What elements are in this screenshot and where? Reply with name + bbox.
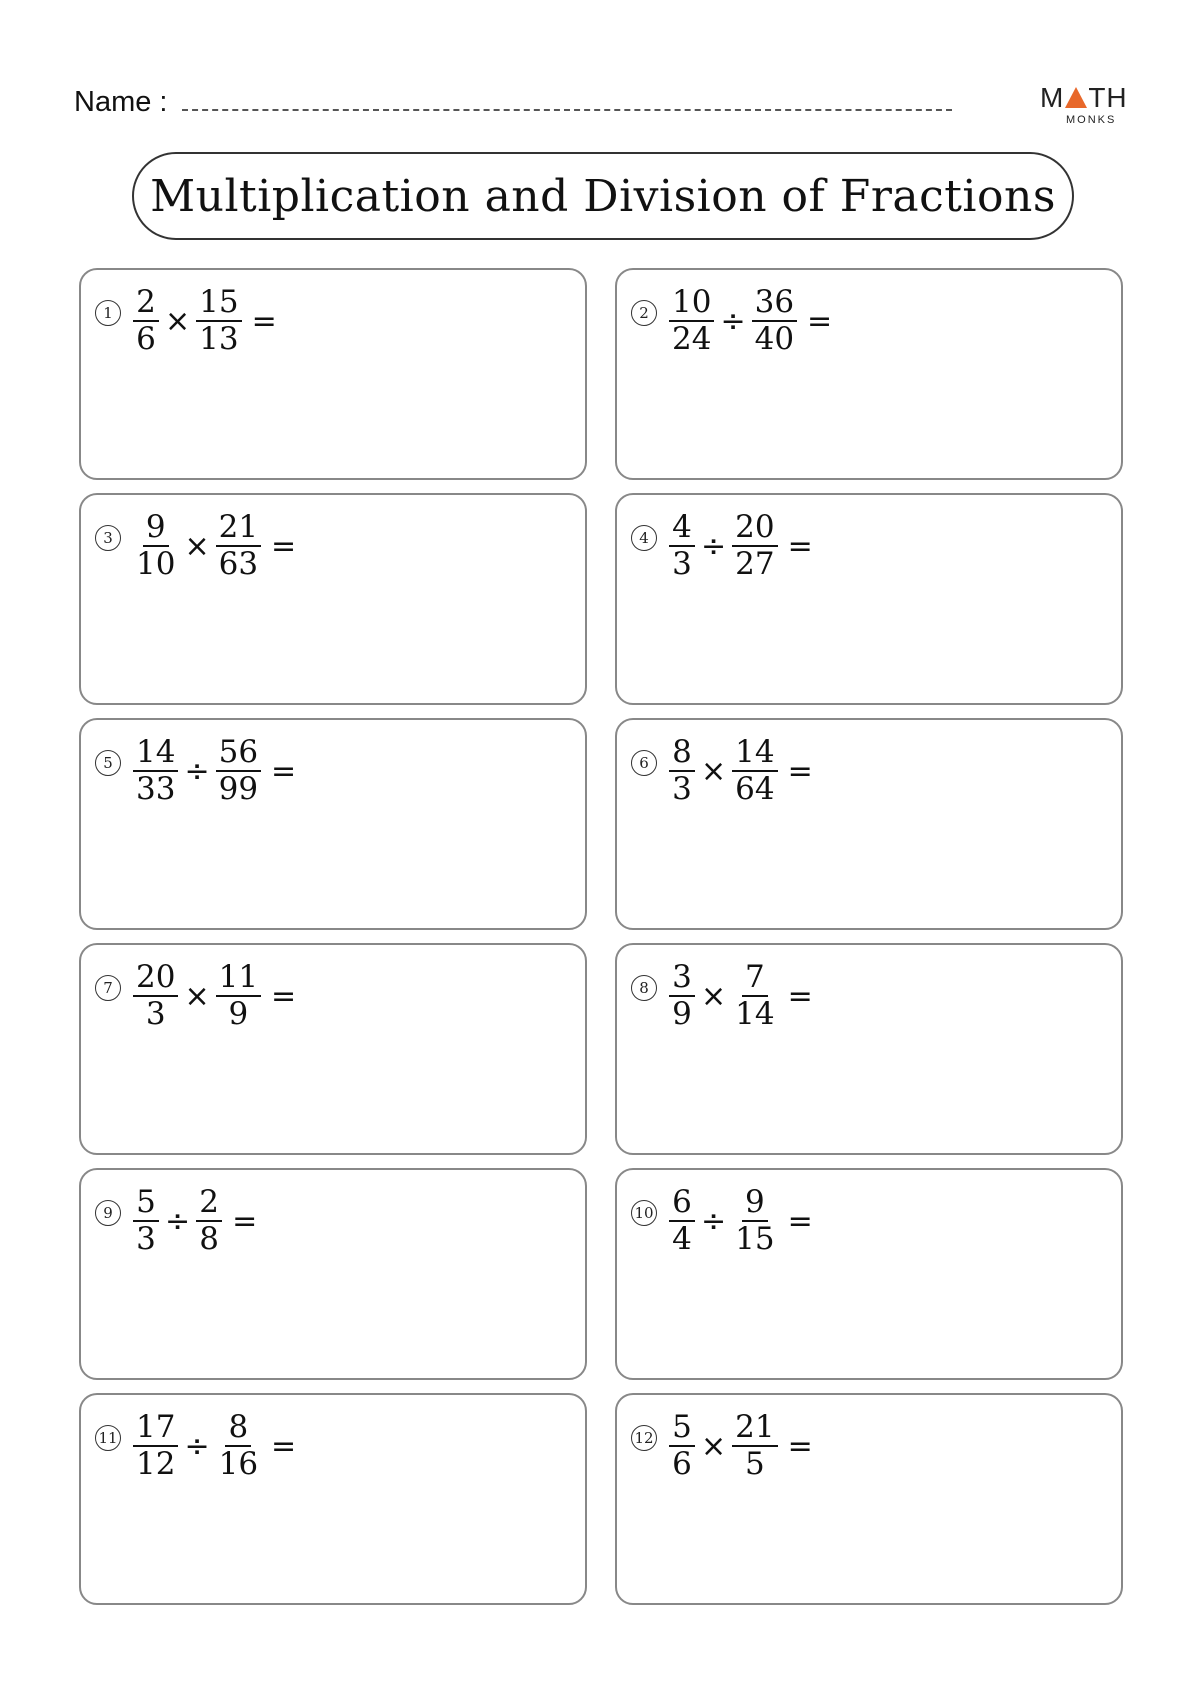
problem-number-badge bbox=[631, 975, 657, 1001]
fraction-a-numerator: 2 bbox=[133, 286, 159, 322]
fraction-b bbox=[730, 961, 779, 1031]
problem-number-badge bbox=[95, 1425, 121, 1451]
name-label: Name : bbox=[74, 86, 168, 118]
fraction-b bbox=[730, 1411, 779, 1481]
fraction-a-numerator: 5 bbox=[133, 1186, 159, 1222]
problem-expression bbox=[95, 736, 296, 806]
problem-card-7[interactable] bbox=[79, 943, 587, 1155]
operator-sign: × bbox=[701, 753, 727, 789]
fraction-a bbox=[667, 511, 697, 581]
problem-card-8[interactable] bbox=[615, 943, 1123, 1155]
problem-number: 1 bbox=[103, 304, 113, 322]
fraction-a-denominator: 4 bbox=[672, 1221, 692, 1257]
fraction-b bbox=[194, 1186, 224, 1256]
problem-number-badge bbox=[95, 300, 121, 326]
problem-card-2[interactable] bbox=[615, 268, 1123, 480]
fraction-b-numerator: 14 bbox=[732, 736, 777, 772]
problem-number: 11 bbox=[98, 1429, 118, 1447]
fraction-b-denominator: 8 bbox=[199, 1221, 219, 1257]
fraction-a bbox=[667, 736, 697, 806]
operator-sign: ÷ bbox=[165, 1203, 191, 1239]
fraction-b-numerator: 9 bbox=[742, 1186, 768, 1222]
problem-number-badge bbox=[631, 1200, 657, 1226]
problem-number-badge bbox=[631, 750, 657, 776]
fraction-a bbox=[667, 1186, 697, 1256]
problem-card-11[interactable] bbox=[79, 1393, 587, 1605]
problem-expression bbox=[95, 961, 296, 1031]
problem-card-12[interactable] bbox=[615, 1393, 1123, 1605]
fraction-a bbox=[131, 736, 180, 806]
equals-sign: = bbox=[271, 753, 297, 789]
problem-number-badge bbox=[95, 975, 121, 1001]
fraction-b-numerator: 56 bbox=[216, 736, 261, 772]
fraction-b-denominator: 15 bbox=[735, 1221, 775, 1257]
problem-expression bbox=[95, 511, 296, 581]
logo-letter-m: M bbox=[1040, 82, 1065, 113]
fraction-a-numerator: 8 bbox=[669, 736, 695, 772]
problem-expression bbox=[631, 1411, 813, 1481]
problem-expression bbox=[631, 961, 813, 1031]
operator-sign: ÷ bbox=[701, 528, 727, 564]
problem-number: 8 bbox=[639, 979, 649, 997]
fraction-b-denominator: 27 bbox=[735, 546, 775, 582]
fraction-b-denominator: 9 bbox=[228, 996, 249, 1032]
operator-sign: × bbox=[184, 978, 210, 1014]
problem-number-badge bbox=[95, 750, 121, 776]
fraction-b-denominator: 5 bbox=[745, 1446, 765, 1482]
problem-number: 10 bbox=[634, 1204, 654, 1222]
equals-sign: = bbox=[807, 303, 833, 339]
equals-sign: = bbox=[251, 303, 277, 339]
fraction-b bbox=[750, 286, 799, 356]
fraction-a-numerator: 10 bbox=[669, 286, 714, 322]
problem-number: 12 bbox=[634, 1429, 654, 1447]
fraction-a-denominator: 3 bbox=[672, 771, 692, 807]
fraction-a-denominator: 10 bbox=[136, 546, 176, 582]
fraction-a-numerator: 20 bbox=[133, 961, 178, 997]
problem-number: 9 bbox=[103, 1204, 113, 1222]
math-monks-logo bbox=[1040, 78, 1160, 128]
fraction-b-numerator: 20 bbox=[732, 511, 777, 547]
fraction-b bbox=[214, 961, 263, 1031]
problem-number: 6 bbox=[639, 754, 649, 772]
fraction-a-denominator: 33 bbox=[136, 771, 176, 807]
fraction-a bbox=[131, 511, 180, 581]
page-title: Multiplication and Division of Fractions bbox=[150, 170, 1056, 222]
fraction-a-denominator: 6 bbox=[672, 1446, 692, 1482]
problem-card-3[interactable] bbox=[79, 493, 587, 705]
fraction-b-numerator: 2 bbox=[196, 1186, 222, 1222]
fraction-b-numerator: 8 bbox=[225, 1411, 251, 1447]
operator-sign: × bbox=[701, 978, 727, 1014]
fraction-b bbox=[730, 1186, 779, 1256]
equals-sign: = bbox=[232, 1203, 258, 1239]
fraction-a-numerator: 17 bbox=[133, 1411, 178, 1447]
problem-card-10[interactable] bbox=[615, 1168, 1123, 1380]
equals-sign: = bbox=[271, 978, 297, 1014]
problem-card-4[interactable] bbox=[615, 493, 1123, 705]
logo-subtext: MONKS bbox=[1066, 114, 1117, 126]
fraction-a-denominator: 24 bbox=[672, 321, 712, 357]
fraction-a bbox=[131, 1411, 180, 1481]
equals-sign: = bbox=[271, 528, 297, 564]
operator-sign: × bbox=[165, 303, 191, 339]
problem-number: 2 bbox=[639, 304, 649, 322]
operator-sign: ÷ bbox=[184, 753, 210, 789]
logo-triangle-icon bbox=[1065, 87, 1087, 108]
fraction-a-denominator: 3 bbox=[672, 546, 692, 582]
operator-sign: ÷ bbox=[184, 1428, 210, 1464]
logo-wordmark bbox=[1040, 82, 1128, 114]
problem-number-badge bbox=[95, 1200, 121, 1226]
equals-sign: = bbox=[787, 528, 813, 564]
fraction-b-numerator: 11 bbox=[216, 961, 261, 997]
fraction-b-denominator: 16 bbox=[218, 1446, 259, 1482]
fraction-b-denominator: 13 bbox=[199, 321, 239, 357]
fraction-a-numerator: 14 bbox=[133, 736, 178, 772]
fraction-a-denominator: 6 bbox=[136, 321, 156, 357]
fraction-b bbox=[730, 736, 779, 806]
problem-number: 4 bbox=[639, 529, 649, 547]
fraction-b-numerator: 21 bbox=[732, 1411, 777, 1447]
operator-sign: ÷ bbox=[701, 1203, 727, 1239]
problem-expression bbox=[631, 736, 813, 806]
problem-expression bbox=[95, 286, 277, 356]
fraction-a-denominator: 3 bbox=[145, 996, 166, 1032]
equals-sign: = bbox=[271, 1428, 297, 1464]
fraction-a-numerator: 9 bbox=[143, 511, 169, 547]
equals-sign: = bbox=[787, 753, 813, 789]
fraction-a bbox=[131, 286, 161, 356]
problem-number-badge bbox=[631, 1425, 657, 1451]
operator-sign: × bbox=[184, 528, 210, 564]
fraction-b-denominator: 40 bbox=[754, 321, 795, 357]
fraction-a bbox=[131, 1186, 161, 1256]
fraction-b bbox=[214, 1411, 263, 1481]
problem-number: 5 bbox=[103, 754, 113, 772]
problem-card-6[interactable] bbox=[615, 718, 1123, 930]
fraction-b bbox=[194, 286, 243, 356]
fraction-b-denominator: 14 bbox=[735, 996, 775, 1032]
fraction-b-denominator: 99 bbox=[218, 771, 259, 807]
fraction-b bbox=[214, 736, 263, 806]
fraction-a bbox=[667, 961, 697, 1031]
operator-sign: × bbox=[701, 1428, 727, 1464]
equals-sign: = bbox=[787, 1428, 813, 1464]
problem-expression bbox=[631, 511, 813, 581]
fraction-a-denominator: 3 bbox=[136, 1221, 156, 1257]
problem-expression bbox=[631, 286, 832, 356]
problem-number: 7 bbox=[103, 979, 113, 997]
fraction-a-numerator: 4 bbox=[669, 511, 695, 547]
problem-card-1[interactable] bbox=[79, 268, 587, 480]
fraction-b-numerator: 36 bbox=[752, 286, 797, 322]
operator-sign: ÷ bbox=[720, 303, 746, 339]
title-banner bbox=[132, 152, 1074, 240]
logo-letters-th: TH bbox=[1088, 82, 1128, 113]
fraction-b-denominator: 64 bbox=[735, 771, 775, 807]
fraction-a-numerator: 6 bbox=[669, 1186, 695, 1222]
problem-number-badge bbox=[631, 525, 657, 551]
name-input-line[interactable] bbox=[182, 109, 952, 111]
fraction-b-denominator: 63 bbox=[218, 546, 259, 582]
problem-number-badge bbox=[631, 300, 657, 326]
fraction-b-numerator: 7 bbox=[742, 961, 768, 997]
problem-expression bbox=[95, 1411, 296, 1481]
problem-number-badge bbox=[95, 525, 121, 551]
equals-sign: = bbox=[787, 978, 813, 1014]
fraction-a-numerator: 3 bbox=[669, 961, 695, 997]
problem-expression bbox=[95, 1186, 257, 1256]
fraction-a-denominator: 12 bbox=[136, 1446, 176, 1482]
problem-number: 3 bbox=[103, 529, 113, 547]
worksheet-header bbox=[74, 78, 1134, 128]
problem-grid bbox=[79, 268, 1129, 1608]
fraction-b-numerator: 21 bbox=[216, 511, 261, 547]
fraction-a-numerator: 5 bbox=[669, 1411, 695, 1447]
fraction-b-numerator: 15 bbox=[196, 286, 241, 322]
fraction-a bbox=[667, 1411, 697, 1481]
equals-sign: = bbox=[787, 1203, 813, 1239]
fraction-b bbox=[214, 511, 263, 581]
problem-card-5[interactable] bbox=[79, 718, 587, 930]
problem-expression bbox=[631, 1186, 813, 1256]
problem-card-9[interactable] bbox=[79, 1168, 587, 1380]
fraction-a-denominator: 9 bbox=[672, 996, 692, 1032]
fraction-b bbox=[730, 511, 779, 581]
fraction-a bbox=[131, 961, 180, 1031]
fraction-a bbox=[667, 286, 716, 356]
